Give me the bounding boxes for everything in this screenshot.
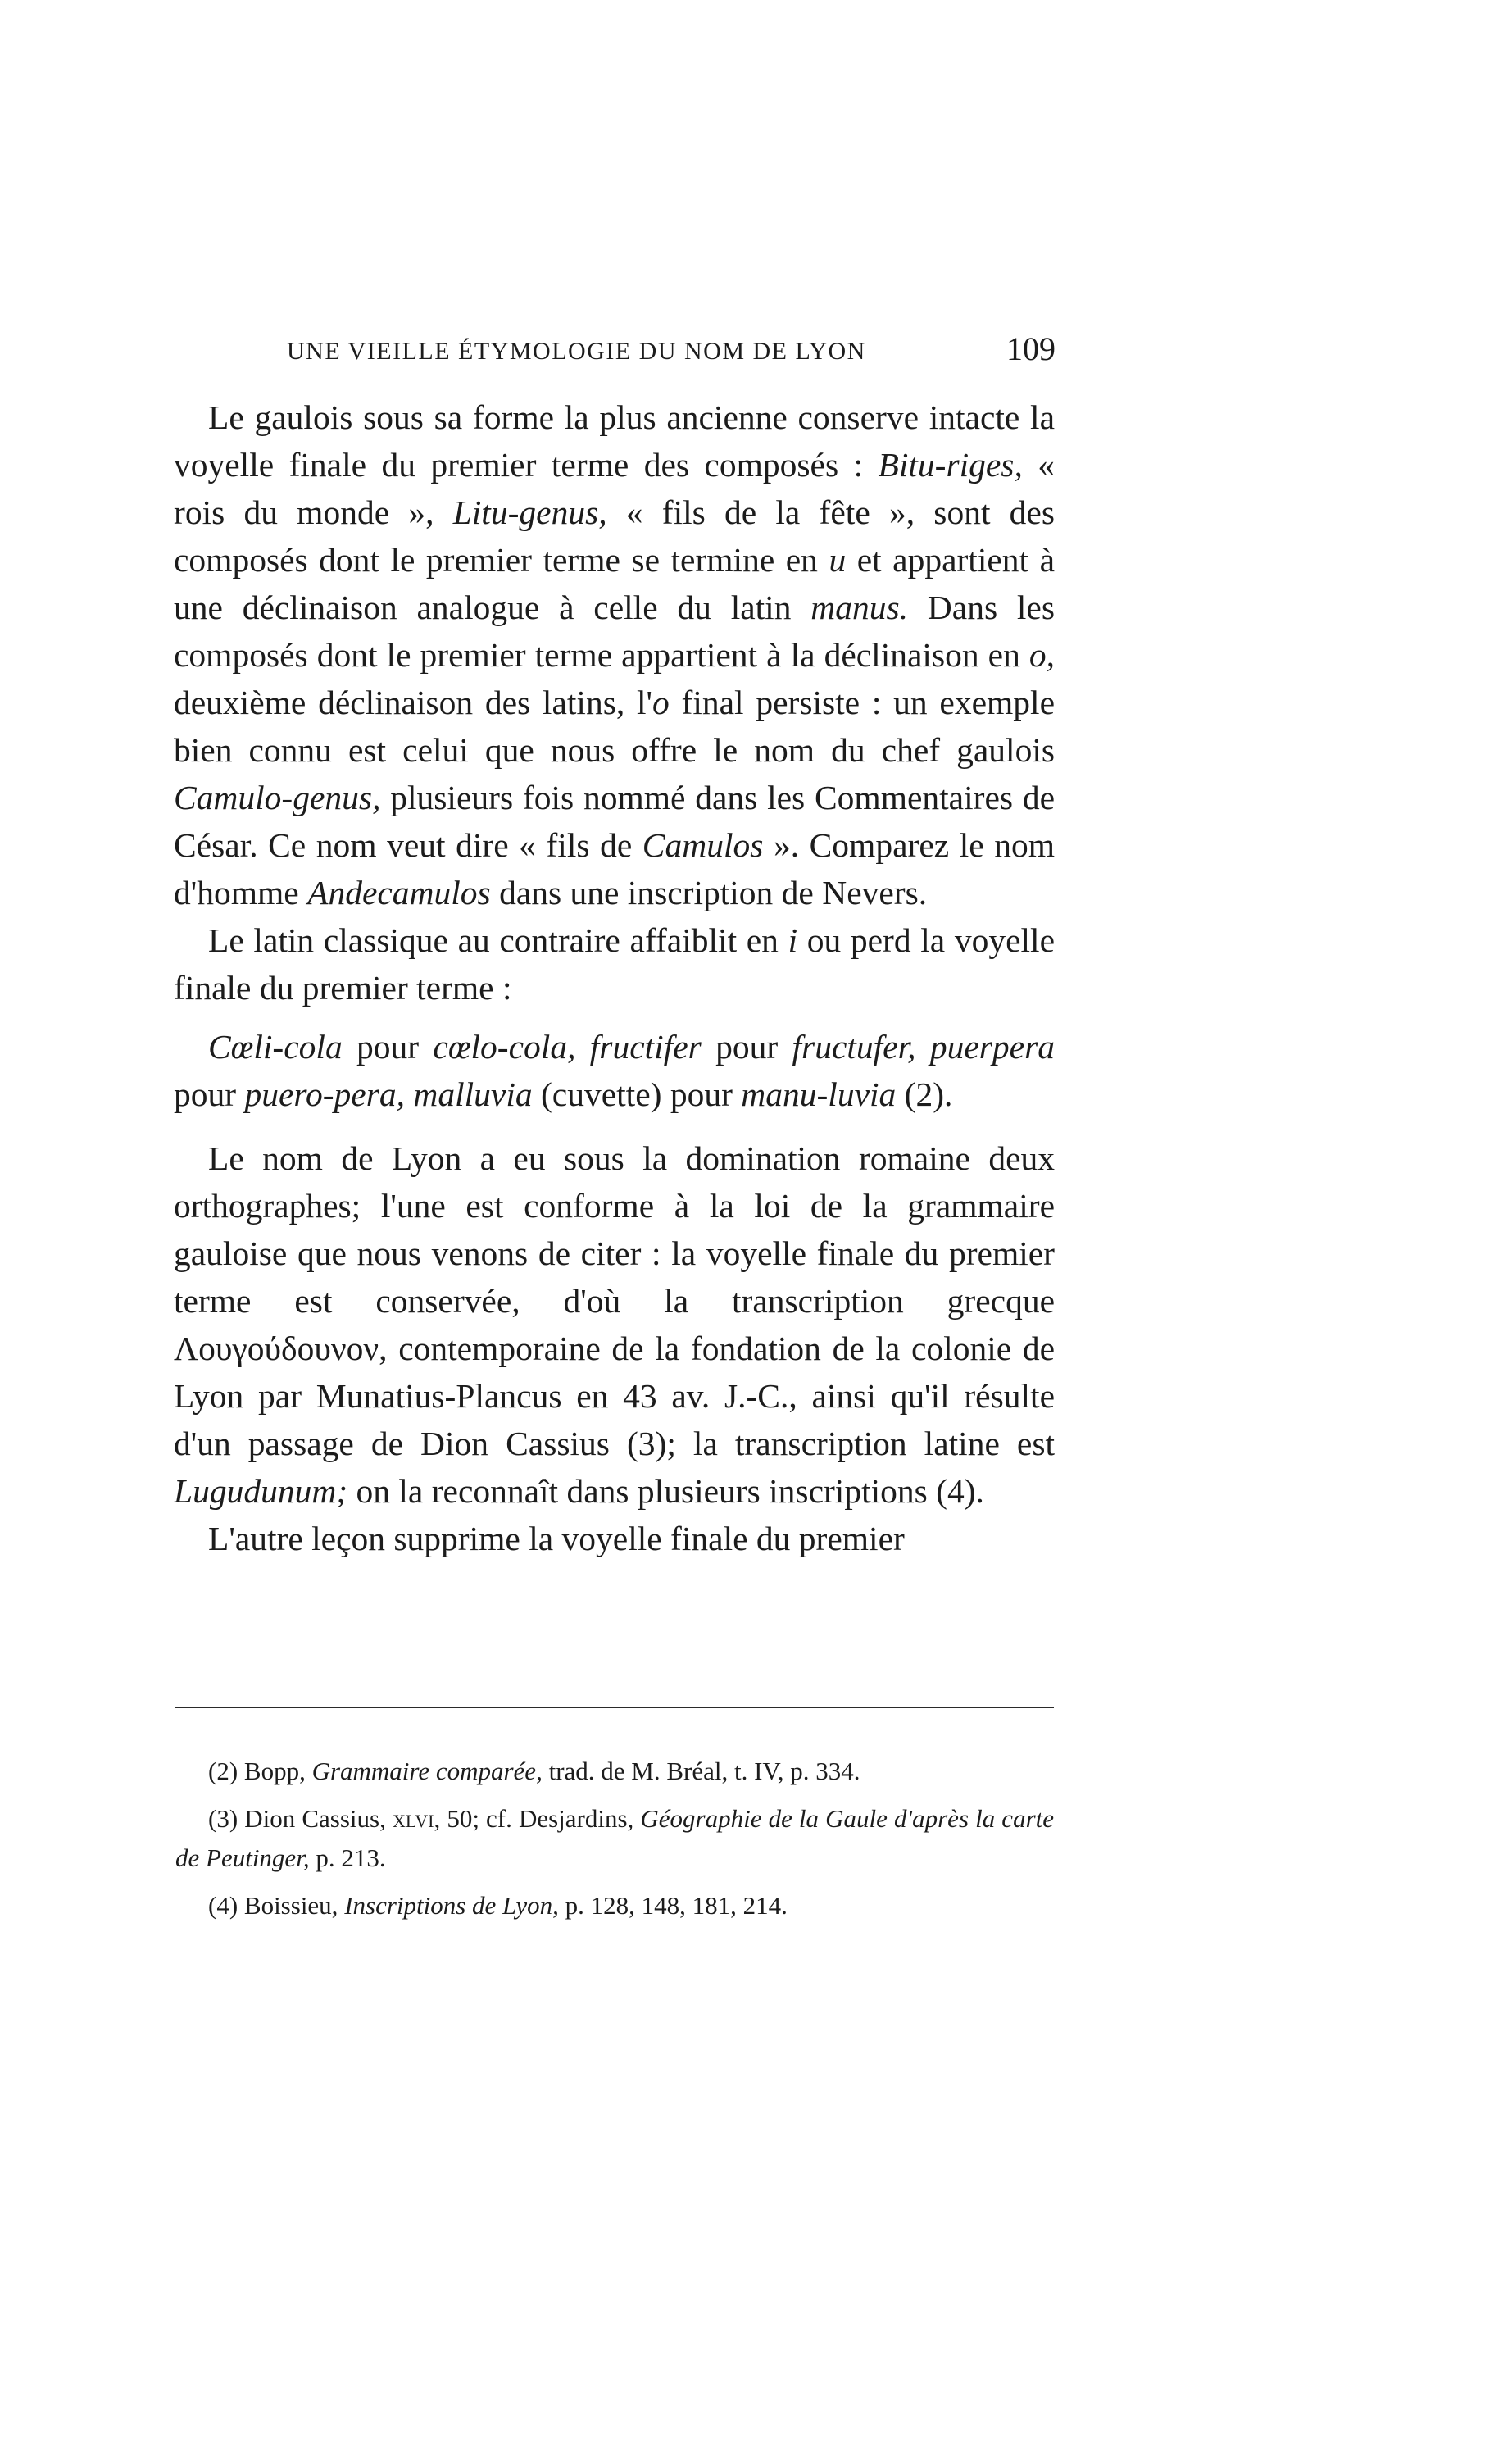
- italic-word: Litu-genus,: [452, 493, 607, 531]
- italic-word: Géographie de la Gaule d'après la carte de Peutinger,: [175, 1804, 1055, 1872]
- italic-word: cœlo-cola,: [433, 1028, 576, 1066]
- paragraph-other-reading: [174, 1515, 1055, 1562]
- text-run: et appartient à une déclinaison analogue à celle du latin: [174, 541, 1055, 626]
- text-run: final persiste : un exemple bien connu est celui que nous offre le nom du chef gaulois: [174, 684, 1055, 769]
- italic-word: manus.: [810, 589, 909, 626]
- text-run: p. 213.: [309, 1843, 386, 1872]
- text-run: deuxième déclinaison des latins, l': [174, 684, 652, 721]
- text-run: p. 128, 148, 181, 214.: [558, 1891, 788, 1920]
- text-run: (2).: [896, 1075, 953, 1113]
- footnote-4: [175, 1886, 1054, 1925]
- text-run: pour: [174, 1075, 245, 1113]
- text-run: ou perd la voyelle finale du premier terme :: [174, 921, 1056, 1007]
- running-title: UNE VIEILLE ÉTYMOLOGIE DU NOM DE LYON: [287, 338, 866, 365]
- text-run: « rois du monde »,: [174, 446, 1055, 531]
- text-run: (2) Bopp,: [208, 1757, 312, 1785]
- text-run: Dans les composés dont le premier terme appartient à la déclinaison en: [174, 589, 1055, 674]
- text-run: , 50; cf. Desjardins,: [434, 1804, 641, 1833]
- small-caps-word: xlvi: [392, 1804, 434, 1833]
- text-run: Le gaulois sous sa forme la plus ancienne conserve intacte la voyelle finale du premier terme des composés :: [174, 398, 1055, 484]
- italic-word: Inscriptions de Lyon,: [344, 1891, 559, 1920]
- text-run: trad. de M. Bréal, t. IV, p. 334.: [542, 1757, 860, 1785]
- page-number: 109: [1006, 330, 1056, 367]
- text-run: Le nom de Lyon a eu sous la domination romaine deux orthographes; l'une est conforme à la loi de la grammaire gauloise que nous venons de citer : la voyelle finale du premier terme est conservée, d'où la transcription grecque Λουγούδουνον, contemporaine de la fondation de la colonie de Lyon par Munatius-Plancus en 43 av. J.-C., ainsi qu'il résulte d'un passage de Dion Cassius (3); la transcription latine est: [174, 1139, 1055, 1462]
- footnote-divider: [175, 1707, 1054, 1708]
- text-run: [916, 1028, 930, 1066]
- text-run: dans une inscription de Nevers.: [490, 874, 928, 911]
- italic-word: Cœli-cola: [208, 1028, 343, 1066]
- italic-word: i: [788, 921, 798, 959]
- italic-word: puerpera: [929, 1028, 1055, 1066]
- italic-word: fructufer,: [792, 1028, 916, 1066]
- italic-word: Andecamulos: [307, 874, 491, 911]
- italic-word: puero-pera,: [244, 1075, 405, 1113]
- paragraph-classical-latin: [174, 916, 1055, 1011]
- text-run: « fils de la fête », sont des composés dont le premier terme se termine en: [174, 493, 1056, 579]
- text-run: [405, 1075, 413, 1113]
- italic-word: manu-luvia: [741, 1075, 897, 1113]
- italic-word: o,: [1028, 636, 1055, 674]
- footnote-3: [175, 1799, 1054, 1878]
- main-text: [174, 393, 1055, 1562]
- italic-word: malluvia: [413, 1075, 533, 1113]
- paragraph-lyon-orthographies: [174, 1134, 1055, 1515]
- italic-word: Bitu-riges,: [878, 446, 1023, 484]
- paragraph-latin-examples: [174, 1023, 1055, 1118]
- text-run: (4) Boissieu,: [208, 1891, 345, 1920]
- italic-word: Grammaire comparée,: [311, 1757, 543, 1785]
- text-run: (cuvette) pour: [532, 1075, 742, 1113]
- running-head: [287, 330, 1056, 379]
- text-run: L'autre leçon supprime la voyelle finale du premier: [208, 1520, 905, 1557]
- text-run: on la reconnaît dans plusieurs inscriptions (4).: [347, 1472, 984, 1510]
- italic-word: Camulos: [642, 826, 764, 864]
- paragraph-gaulish-compounds: [174, 393, 1055, 916]
- text-run: plusieurs fois nommé dans les Commentaires de César. Ce nom veut dire « fils de: [174, 779, 1055, 864]
- italic-word: Lugudunum;: [174, 1472, 348, 1510]
- text-run: (3) Dion Cassius,: [208, 1804, 393, 1833]
- footnotes: [175, 1752, 1054, 1934]
- text-run: Le latin classique au contraire affaiblit en: [208, 921, 788, 959]
- italic-word: Camulo-genus,: [174, 779, 381, 816]
- italic-word: fructifer: [589, 1028, 702, 1066]
- text-run: pour: [342, 1028, 434, 1066]
- italic-word: u: [829, 541, 847, 579]
- footnote-2: [175, 1752, 1054, 1791]
- text-run: pour: [701, 1028, 792, 1066]
- text-run: [575, 1028, 589, 1066]
- italic-word: o: [652, 684, 670, 721]
- text-run: ». Comparez le nom d'homme: [174, 826, 1055, 911]
